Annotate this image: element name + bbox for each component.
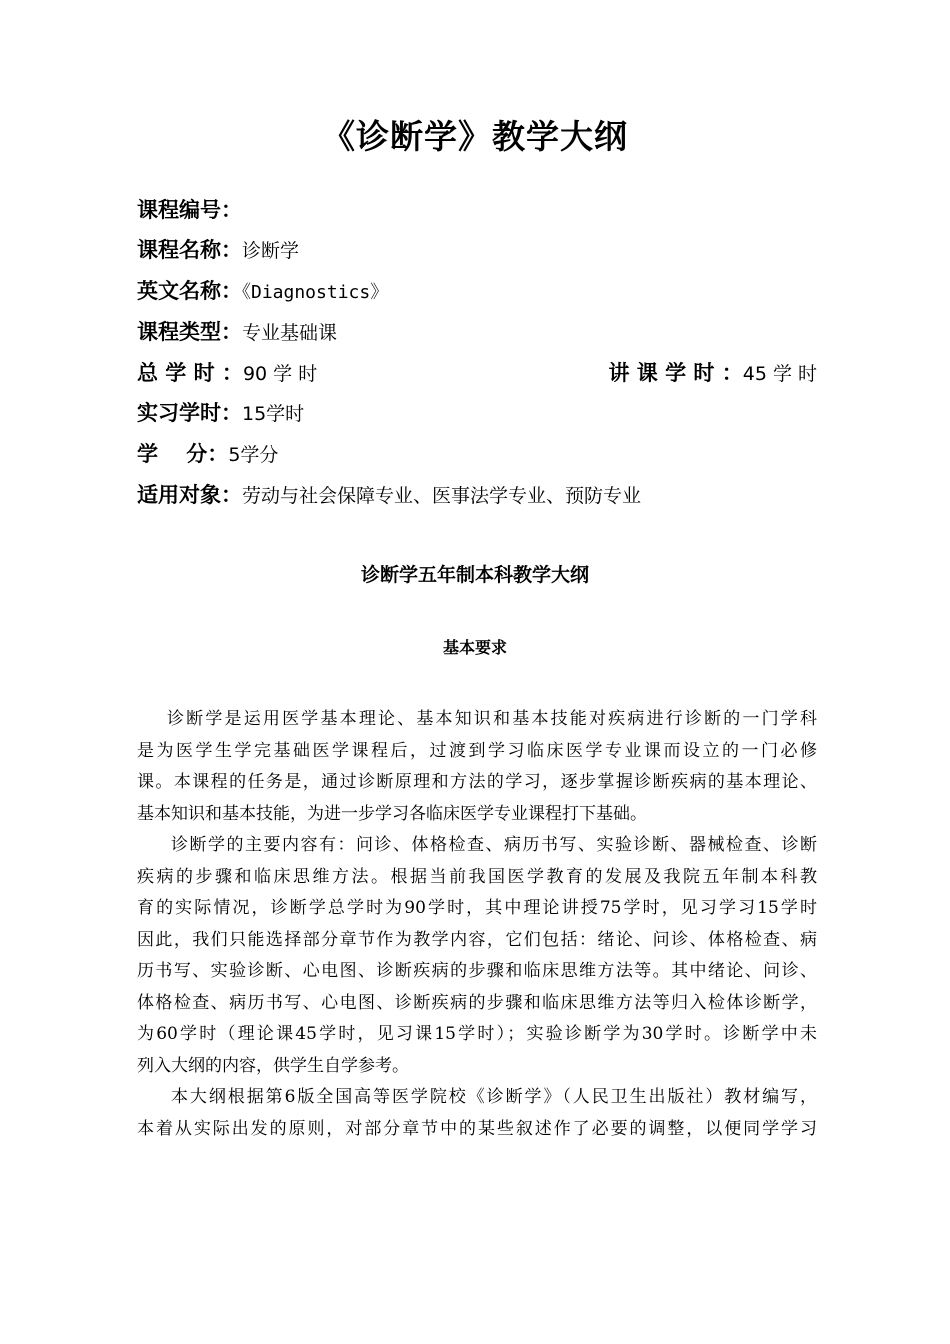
course-type-row [137,317,817,347]
paragraph-line: 是为医学生学完基础医学课程后，过渡到学习临床医学专业课而设立的一门必修 [137,740,817,761]
course-code-row [137,195,817,225]
paragraph-3 [137,1082,817,1145]
credits-label: 学 分： [137,442,229,466]
target-row [137,480,817,510]
course-name-label: 课程名称： [137,238,242,262]
paragraph-line: 历书写、实验诊断、心电图、诊断疾病的步骤和临床思维方法等。其中绪论、问诊、 [137,961,817,981]
target-label: 适用对象： [137,483,242,507]
paragraph-line: 列入大纲的内容，供学生自学参考。 [137,1055,409,1076]
paragraph-line: 诊断学是运用医学基本理论、基本知识和基本技能对疾病进行诊断的一门学科 [167,709,817,729]
body-text [137,704,817,1145]
english-name-value: 《Diagnostics》 [242,282,389,303]
course-name-value: 诊断学 [242,240,300,262]
paragraph-line: 诊断学的主要内容有：问诊、体格检查、病历书写、实验诊断、器械检查、诊断 [171,835,817,855]
paragraph-line: 本着从实际出发的原则，对部分章节中的某些叙述作了必要的调整，以便同学学习 [137,1118,817,1139]
lecture-hours-value: 45 学 时 [742,363,817,385]
paragraph-1 [137,704,817,830]
lecture-hours [587,358,817,389]
practice-hours-label: 实习学时： [137,401,242,425]
paragraph-line: 本大纲根据第6版全国高等医学院校《诊断学》（人民卫生出版社）教材编写， [171,1087,817,1107]
course-type-value: 专业基础课 [242,322,338,344]
paragraph-line: 课。本课程的任务是，通过诊断原理和方法的学习，逐步掌握诊断疾病的基本理论、 [137,772,817,792]
english-name-label: 英文名称： [137,279,242,303]
practice-hours-value: 15学时 [242,403,305,425]
paragraph-line: 疾病的步骤和临床思维方法。根据当前我国医学教育的发展及我院五年制本科教 [137,866,817,887]
document-title: 《诊断学》教学大纲 [322,117,628,156]
english-name-row [137,276,817,306]
total-hours-value: 90 学 时 [242,363,318,385]
section-title: 诊断学五年制本科教学大纲 [360,564,589,586]
target-value: 劳动与社会保障专业、医事法学专业、预防专业 [242,485,642,507]
hours-row [137,358,817,388]
paragraph-line: 育的实际情况，诊断学总学时为90学时，其中理论讲授75学时，见习学习15学时 [137,898,817,918]
credits-row [137,439,817,469]
credits-value: 5学分 [228,444,279,466]
lecture-hours-label: 讲 课 学 时 ： [608,361,743,385]
course-type-label: 课程类型： [137,320,242,344]
practice-hours-row [137,398,817,428]
paragraph-line: 基本知识和基本技能，为进一步学习各临床医学专业课程打下基础。 [137,803,647,824]
paragraph-line: 为60学时（理论课45学时，见习课15学时）；实验诊断学为30学时。诊断学中未 [137,1024,817,1044]
total-hours-label: 总 学 时 ： [137,361,243,385]
paragraph-2 [137,830,817,1082]
paragraph-line: 因此，我们只能选择部分章节作为教学内容，它们包括：绪论、问诊、体格检查、病 [137,929,817,950]
course-code-label: 课程编号： [137,198,242,222]
sub-title: 基本要求 [442,638,507,657]
course-name-row [137,235,817,265]
paragraph-line: 体格检查、病历书写、心电图、诊断疾病的步骤和临床思维方法等归入检体诊断学， [137,992,817,1013]
